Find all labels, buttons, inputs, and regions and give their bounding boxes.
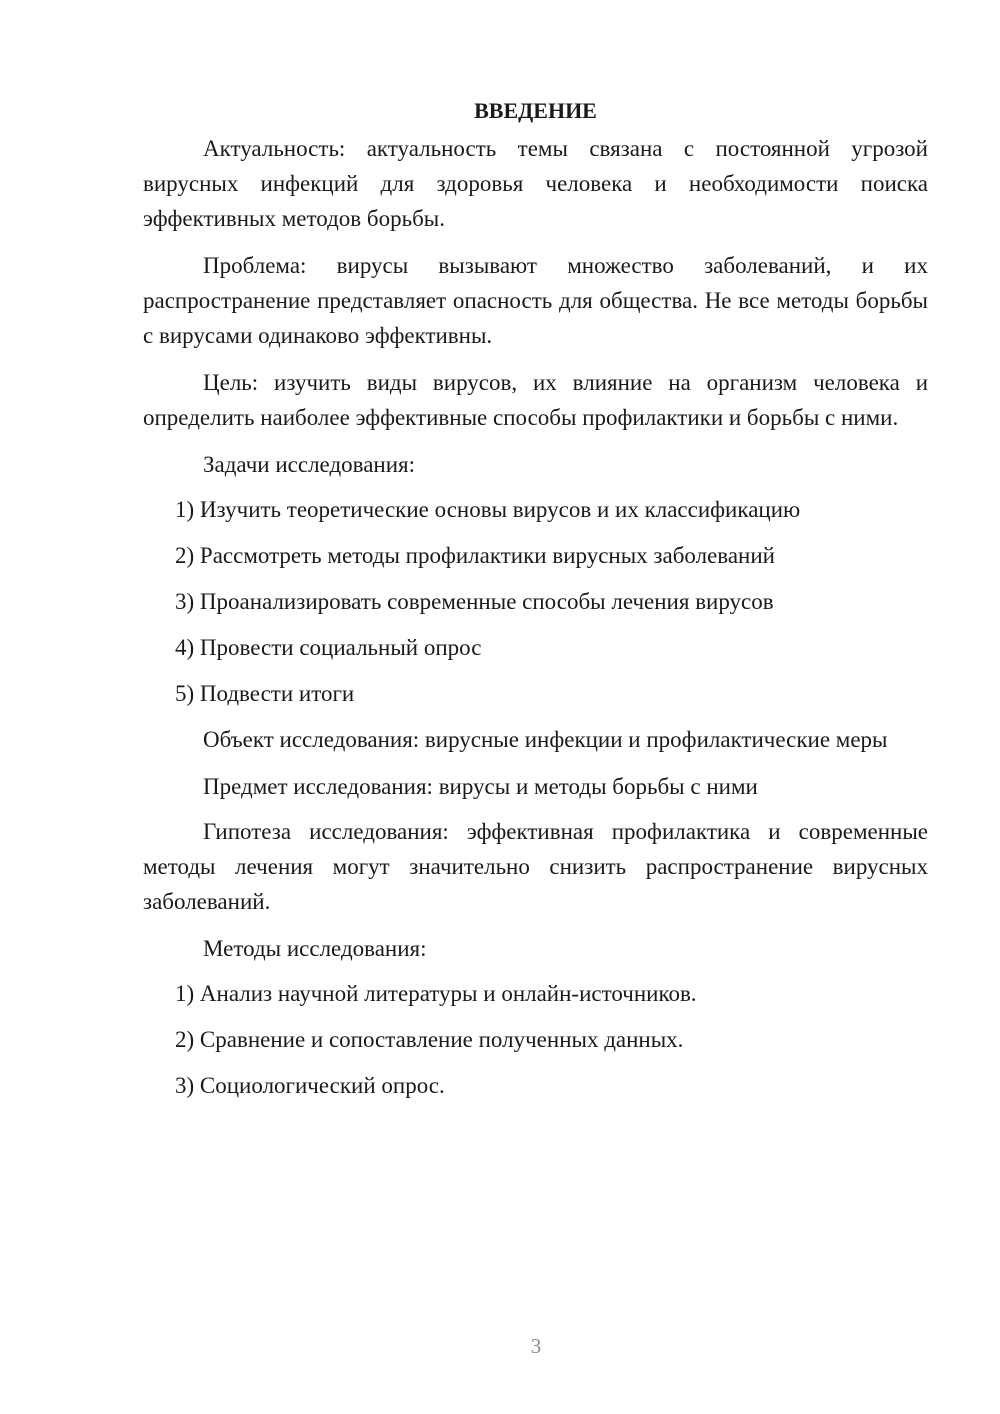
subject-paragraph: Предмет исследования: вирусы и методы борьбы с ними bbox=[203, 774, 758, 799]
task-item: 4) Провести социальный опрос bbox=[175, 635, 482, 660]
task-item: 5) Подвести итоги bbox=[175, 681, 355, 706]
task-item: 1) Изучить теоретические основы вирусов и их классификацию bbox=[175, 497, 801, 522]
relevance-paragraph: Актуальность: актуальность темы связана с постоянной угрозой вирусных инфекций для здоровья человека и необходимости поиска эффективных методов борьбы. bbox=[143, 136, 928, 231]
method-item: 2) Сравнение и сопоставление полученных данных. bbox=[175, 1027, 684, 1052]
object-paragraph: Объект исследования: вирусные инфекции и профилактические меры bbox=[203, 727, 888, 752]
section-title: ВВЕДЕНИЕ bbox=[474, 98, 597, 123]
problem-paragraph: Проблема: вирусы вызывают множество заболеваний, и их распространение представляет опасность для общества. Не все методы борьбы с вирусами одинаково эффективны. bbox=[143, 253, 928, 348]
hypothesis-paragraph: Гипотеза исследования: эффективная профилактика и современные методы лечения могут значительно снизить распространение вирусных заболеваний. bbox=[143, 819, 928, 914]
method-item: 3) Социологический опрос. bbox=[175, 1073, 445, 1098]
task-item: 3) Проанализировать современные способы лечения вирусов bbox=[175, 589, 774, 614]
tasks-heading: Задачи исследования: bbox=[203, 452, 416, 477]
page-content bbox=[143, 93, 928, 1114]
methods-heading: Методы исследования: bbox=[203, 936, 427, 961]
page-number: 3 bbox=[530, 1334, 542, 1358]
method-item: 1) Анализ научной литературы и онлайн-источников. bbox=[175, 981, 697, 1006]
task-item: 2) Рассмотреть методы профилактики вирусных заболеваний bbox=[175, 543, 775, 568]
goal-paragraph: Цель: изучить виды вирусов, их влияние на организм человека и определить наиболее эффективные способы профилактики и борьбы с ними. bbox=[143, 370, 928, 430]
